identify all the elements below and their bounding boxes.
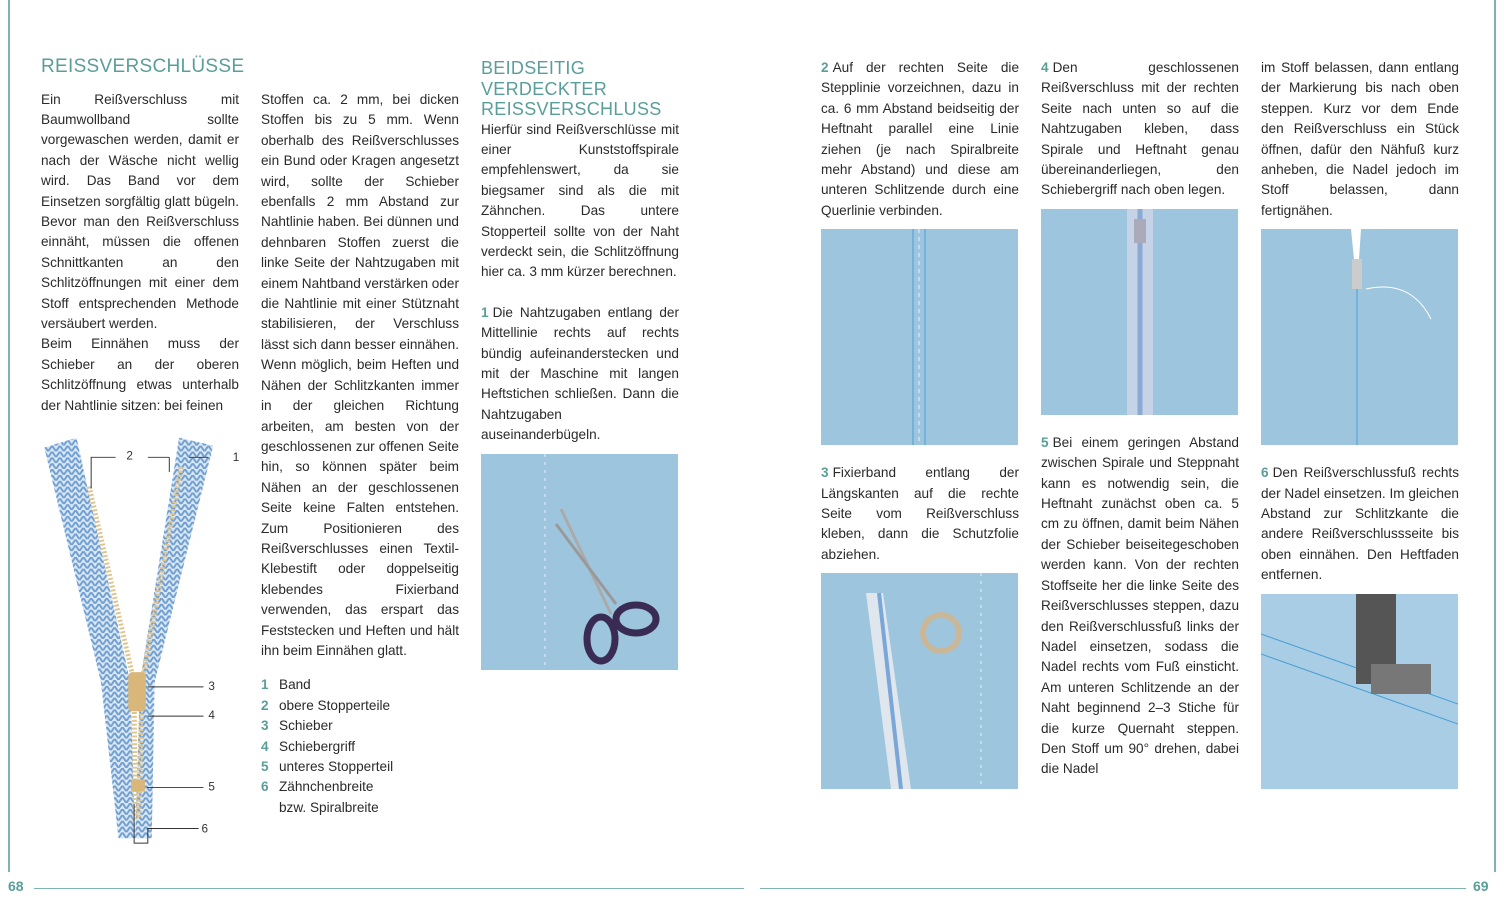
photo-step-1-scissors [481, 454, 678, 670]
text: Zähnchenbreite [279, 779, 374, 795]
text [261, 798, 279, 818]
text: 4 [1041, 60, 1049, 75]
text: Fixierband entlang der Längskanten auf die rechte Seite vom Reißverschluss kleben, dann die Schutzfolie abziehen. [821, 465, 1019, 562]
text: Die Nahtzugaben entlang der Mittellinie rechts auf rechts bündig aufeinanderstecken und mit der Maschine mit langen Heftstichen schließen. Dann die Nahtzugaben auseinanderbügeln. [481, 304, 679, 443]
step-5-continued: im Stoff belassen, dann entlang der Markierung bis nach oben steppen. Kurz vor dem Ende den Reißverschluss ein Stück öffnen, dafür den Nähfuß kurz anheben, die Nadel jedoch im Stoff belassen, dann fertignähen. [1261, 60, 1459, 218]
step-6 [1261, 463, 1459, 585]
legend-item [261, 737, 459, 757]
step-4 [1041, 58, 1239, 201]
paragraph: Ein Reißverschluss mit Baumwollband sollte vorgewaschen werden, damit er nach der Wäsche nicht wellig wird. Das Band vor dem Einsetzen sorgfältig glatt bügeln. Bevor man den Reißverschluss einnäht, müssen die offenen Schnittkanten an den Schlitzöffnungen mit einer dem Stoff entsprechenden Methode versäubert werden. [41, 91, 239, 331]
legend-item [261, 696, 459, 716]
paragraph: Wenn möglich, beim Heften und Nähen der Schlitzkanten immer in der gleichen Richtung arbeiten, am besten von der geschlossenen zur offenen Seite hin, so können später beim Nähen an der geschlossenen Seite keine Falten entstehen. Zum Positionieren des Reißverschlusses einen Textil-Klebestift oder doppelseitig klebendes Fixierband verwenden, das erspart das Feststecken und Heften und hält ihn beim Einnähen glatt. [261, 357, 459, 658]
page-border-right [1494, 0, 1496, 872]
page-border-left [8, 0, 10, 872]
text: 1 [481, 304, 489, 320]
photo-step-4 [1041, 209, 1238, 415]
text: 2 [261, 697, 269, 713]
zipper-label: 4 [208, 709, 215, 723]
paragraph: Stoffen ca. 2 mm, bei dicken Stoffen bis zu 5 mm. Wenn oberhalb des Reißverschlusses ein Bund oder Kragen angesetzt wird, sollte der Schieber ebenfalls 2 mm Abstand zur Nahtlinie haben. Bei dünnen und dehnbaren Stoffen zuerst die linke Seite der Nahtzugaben mit einem Nahtband verstärken oder die Nahtlinie mit einer Stütznaht stabilisieren, der Verschluss lässt sich dann besser einnähen. [261, 92, 459, 352]
footer-rule-left [34, 888, 744, 889]
step-1 [481, 303, 679, 446]
column-4 [821, 58, 1019, 807]
column-1 [41, 56, 245, 848]
legend-item [261, 777, 459, 797]
footer-rule-right [760, 888, 1466, 889]
zipper-label: 1 [232, 451, 240, 465]
text: Den Reißverschlussfuß rechts der Nadel einsetzen. Im gleichen Abstand zur Schlitzkante die andere Reißverschlussseite bis oben einnähen. Den Heftfaden entfernen. [1261, 465, 1459, 583]
text: 5 [1041, 434, 1049, 450]
legend-item [261, 675, 459, 695]
legend-item [261, 757, 459, 777]
text: 5 [261, 759, 269, 774]
column-6 [1261, 58, 1459, 789]
column-2 [261, 90, 459, 818]
photo-step-5 [1261, 229, 1458, 445]
page-number-right: 69 [1473, 878, 1489, 894]
section-title: REISSVERSCHLÜSSE [41, 56, 245, 77]
legend-item [261, 716, 459, 736]
subsection-title: BEIDSEITIG VERDECKTER REISSVERSCHLUSS [481, 58, 662, 119]
photo-step-6-sewing-machine [1261, 594, 1458, 789]
text: 4 [261, 738, 269, 754]
text: obere Stopperteile [279, 697, 391, 713]
page-number-left: 68 [8, 878, 24, 894]
step-2 [821, 58, 1019, 221]
zipper-legend [261, 675, 459, 818]
text: Bei einem geringen Abstand zwischen Spirale und Steppnaht kann es notwendig sein, die Heftnaht zunächst oben ca. 5 cm zu öffnen, damit beim Nähen der Schieber beiseitegeschoben werden kann. Von der rechten Stoffseite her die linke Seite des Reißverschlusses steppen, dazu den Reißverschlussfuß links der Nadel einsetzen, sodass die Nadel rechts vom Fuß einsticht. Am unteren Schlitzende an der Naht beginnend 2–3 Stiche für die kurze Quernaht steppen. Den Stoff um 90° drehen, dabei die Nadel [1041, 434, 1239, 777]
step-3 [821, 463, 1019, 565]
text: 6 [1261, 465, 1269, 481]
text: Schiebergriff [279, 738, 356, 754]
zipper-illustration [30, 428, 250, 848]
column-5 [1041, 58, 1239, 780]
step-5 [1041, 433, 1239, 780]
text: 3 [261, 718, 269, 734]
photo-step-2 [821, 229, 1018, 445]
text: 3 [821, 465, 829, 481]
paragraph: Beim Einnähen muss der Schieber an der oberen Schlitzöffnung etwas unterhalb der Nahtlinie sitzen: bei feinen [41, 336, 239, 413]
zipper-label: 6 [201, 822, 209, 836]
column-3 [481, 58, 679, 688]
text: 1 [261, 677, 269, 693]
text: Auf der rechten Seite die Stepplinie vorzeichnen, dazu in ca. 6 mm Abstand beidseitig der Heftnaht parallel eine Linie ziehen (je nach Spiralbreite mehr Abstand) und diese am unteren Schlitzende durch eine Querlinie verbinden. [821, 60, 1019, 218]
legend-item [261, 798, 459, 818]
zipper-label: 2 [126, 449, 133, 463]
intro-paragraph: Hierfür sind Reißverschlüsse mit einer Kunststoffspirale empfehlenswert, da sie biegsamer sind als die mit Zähnchen. Das untere Stopperteil sollte von der Naht verdeckt sein, die Schlitzöffnung hier ca. 3 mm kürzer berechnen. [481, 121, 679, 280]
text: Band [279, 677, 311, 693]
text: 6 [261, 779, 269, 795]
zipper-label: 3 [208, 679, 215, 693]
zipper-label: 5 [208, 780, 215, 794]
text: Schieber [279, 718, 333, 734]
text: bzw. Spiralbreite [279, 799, 379, 815]
photo-step-3 [821, 573, 1018, 789]
text: 2 [821, 60, 829, 75]
text: unteres Stopperteil [279, 759, 394, 774]
text: Den geschlossenen Reißverschluss mit der rechten Seite nach unten so auf die Nahtzugaben kleben, dass Spirale und Heftnaht genau übereinanderliegen, den Schiebergriff nach oben legen. [1041, 60, 1239, 198]
